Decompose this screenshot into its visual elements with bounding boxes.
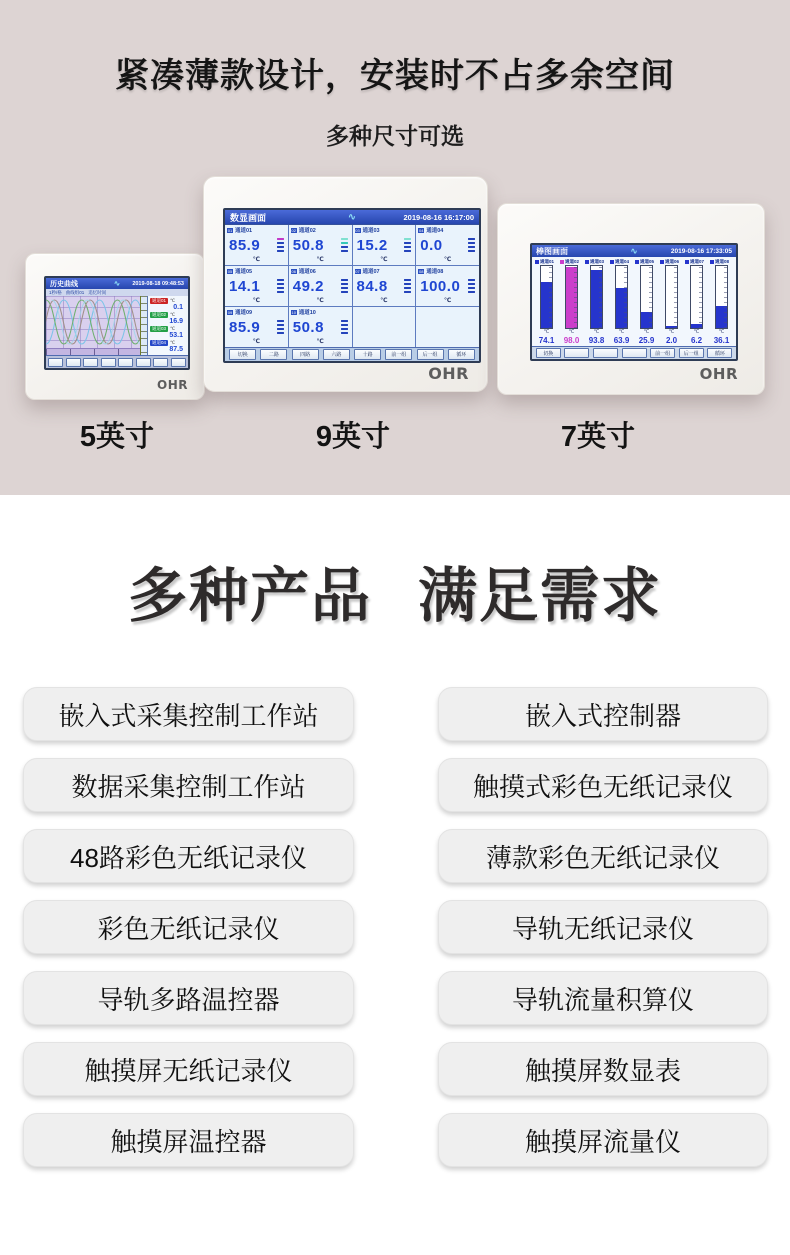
product-button[interactable]: 触摸屏无纸记录仪: [23, 1042, 354, 1096]
channel-number-badge: 05: [227, 268, 233, 274]
screen-button: 循环: [448, 349, 475, 360]
product-button[interactable]: 嵌入式控制器: [438, 687, 768, 741]
unit-label: ℃: [443, 257, 452, 263]
unit-label: ℃: [252, 257, 260, 263]
product-button[interactable]: 48路彩色无纸记录仪: [23, 829, 354, 883]
device-9-inch: [203, 176, 488, 392]
channel-number-badge: 07: [355, 268, 360, 274]
screen-button: 四路: [292, 349, 319, 360]
channel-name: 通道08: [426, 269, 444, 275]
level-dashes: [404, 279, 411, 294]
channel-cell: [225, 225, 288, 265]
channel-value: 50.8: [292, 236, 324, 254]
bar-fill: [591, 270, 602, 328]
screen-datetime: 2019-08-18 09:48:53: [132, 280, 184, 287]
screen-button: [101, 358, 116, 367]
channel-value: 93.8: [588, 336, 605, 345]
product-column-right: [438, 687, 768, 1167]
ohr-logo: OHR: [428, 364, 469, 383]
bar-track: [640, 265, 653, 329]
channel-name: 通道10: [298, 310, 316, 316]
channel-color-square: [660, 260, 664, 264]
screen-button: 前一组: [385, 349, 412, 360]
screen-button: [136, 358, 151, 367]
hero-subtitle: 多种尺寸可选: [326, 123, 464, 149]
channel-name: 通道04: [426, 228, 444, 234]
bar-fill: [641, 312, 652, 328]
channel-value: 98.0: [563, 336, 580, 345]
screen-button-bar: [532, 346, 736, 359]
screen-datetime: 2019-08-16 17:33:05: [670, 247, 732, 255]
bar-channel: [584, 258, 609, 346]
sine-curves-plot: [46, 296, 140, 348]
channel-name: 通道01: [540, 258, 555, 264]
catalog-title-right: 满足需求: [418, 563, 663, 629]
unit-label: ℃: [593, 329, 600, 335]
product-button[interactable]: 薄款彩色无纸记录仪: [438, 829, 768, 883]
channel-name: 通道02: [298, 228, 316, 234]
bar-fill: [616, 288, 627, 328]
unit-label: ℃: [668, 329, 675, 335]
channel-name: 通道08: [715, 258, 730, 264]
channel-cell: [289, 266, 352, 306]
channel-number-badge: 03: [355, 227, 360, 233]
unit-label: ℃: [316, 298, 324, 304]
device-5-inch: [25, 253, 205, 400]
screen-button: 循环: [707, 348, 732, 358]
screen-button: [564, 348, 589, 358]
level-dashes: [468, 279, 475, 294]
bar-track: [590, 265, 603, 329]
bar-channel: [534, 258, 559, 346]
channel-number-badge: 06: [291, 268, 296, 274]
channel-value: 85.9: [229, 236, 261, 254]
product-column-left: [23, 687, 354, 1167]
product-button[interactable]: 导轨无纸记录仪: [438, 900, 768, 954]
screen-button: [48, 358, 63, 367]
unit-label: ℃: [252, 339, 260, 345]
hero-title: 紧凑薄款设计，安装时不占多余空间: [115, 57, 675, 95]
screen-title: 棒图画面: [536, 246, 568, 256]
screen-button: [622, 348, 647, 358]
bar-track: [715, 265, 728, 329]
screen-7-inch-bar-graph: [530, 243, 738, 361]
scale-bar: [140, 296, 147, 355]
channel-number-badge: 01: [227, 227, 233, 233]
channel-name: 通道05: [235, 269, 253, 275]
empty-cell: [416, 307, 479, 347]
channel-name: 通道02: [565, 258, 580, 264]
product-button[interactable]: 触摸屏数显表: [438, 1042, 768, 1096]
channel-value: 15.2: [356, 236, 388, 254]
product-button[interactable]: 触摸式彩色无纸记录仪: [438, 758, 768, 812]
toolbar-recall-time: 追忆时间: [88, 289, 107, 295]
channel-color-square: [610, 260, 614, 264]
channel-tag: 通道02: [151, 312, 166, 317]
channel-readout: [150, 298, 186, 311]
channel-value: 0.1: [173, 304, 183, 311]
screen-button: [66, 358, 81, 367]
size-label-5-inch: 5英寸: [79, 421, 155, 453]
channel-cell: [416, 225, 479, 265]
channel-color-square: [585, 260, 589, 264]
channel-name: 通道07: [362, 269, 380, 275]
level-dashes: [277, 238, 284, 253]
unit-label: ℃: [693, 329, 700, 335]
channel-cell: [353, 266, 416, 306]
unit-label: ℃: [316, 339, 324, 345]
product-button[interactable]: 嵌入式采集控制工作站: [23, 687, 354, 741]
channel-value: 50.8: [292, 318, 324, 336]
channel-name: 通道03: [590, 258, 605, 264]
bar-fill: [541, 282, 552, 328]
bar-track: [690, 265, 703, 329]
bar-channel: [559, 258, 584, 346]
screen-button: 切换: [229, 349, 256, 360]
screen-button: 六路: [323, 349, 350, 360]
channel-value: 2.0: [665, 336, 678, 345]
screen-9-inch-digital-display: [223, 208, 481, 363]
bar-track: [665, 265, 678, 329]
catalog-title-left: 多种产品: [127, 563, 372, 629]
screen-header: [532, 245, 736, 257]
channel-number-badge: 08: [419, 268, 424, 274]
channel-value: 25.9: [638, 336, 655, 345]
screen-button: 前一组: [650, 348, 675, 358]
level-dashes: [404, 238, 411, 253]
channel-cell: [225, 307, 288, 347]
screen-title: 数显画面: [230, 212, 267, 223]
bar-track: [565, 265, 578, 329]
channel-name: 通道01: [235, 228, 253, 234]
screen-5-inch-history-curve: [44, 276, 190, 370]
bar-channel: [684, 258, 709, 346]
channel-number-badge: 10: [291, 309, 296, 315]
channel-name: 通道04: [615, 258, 630, 264]
screen-button: [153, 358, 168, 367]
screen-button: 后一组: [417, 349, 444, 360]
level-dashes: [341, 238, 348, 253]
channel-value: 6.2: [690, 336, 703, 345]
curve-toolbar: [46, 289, 188, 296]
screen-button-bar: [46, 355, 188, 368]
channel-cell: [289, 307, 352, 347]
screen-button: [83, 358, 98, 367]
channel-name: 通道06: [298, 269, 316, 275]
size-label-7-inch: 7英寸: [560, 421, 636, 453]
screen-header: [225, 210, 479, 224]
bar-fill: [666, 326, 677, 328]
screen-button-bar: [225, 347, 479, 361]
bar-channel: [709, 258, 734, 346]
level-dashes: [468, 238, 475, 253]
bar-channel: [609, 258, 634, 346]
bar-fill: [566, 267, 577, 328]
channel-name: 通道07: [690, 258, 705, 264]
toolbar-curve-group: 曲线组01: [65, 289, 85, 295]
level-dashes: [341, 279, 348, 294]
channel-cell: [289, 225, 352, 265]
channel-number-badge: 04: [419, 227, 424, 233]
channel-cell: [353, 225, 416, 265]
bar-channel: [659, 258, 684, 346]
level-dashes: [341, 320, 348, 335]
screen-header: [46, 278, 188, 289]
unit-label: ℃: [380, 298, 388, 304]
screen-button: [171, 358, 186, 367]
screen-button: 切换: [536, 348, 561, 358]
bar-channel: [634, 258, 659, 346]
product-button[interactable]: 导轨流量积算仪: [438, 971, 768, 1025]
channel-grid: [225, 224, 479, 347]
unit-label: ℃: [718, 329, 725, 335]
bar-fill: [716, 306, 727, 328]
channel-legend: [147, 296, 188, 355]
curve-plot-area: [46, 296, 140, 355]
unit-label: ℃: [170, 326, 176, 331]
bar-track: [615, 265, 628, 329]
channel-readout: [150, 326, 186, 339]
ohr-logo: OHR: [699, 365, 738, 383]
level-dashes: [277, 320, 284, 335]
channel-color-square: [685, 260, 689, 264]
channel-value: 0.0: [420, 236, 443, 254]
unit-label: ℃: [170, 340, 176, 345]
channel-value: 84.8: [356, 277, 388, 295]
channel-readout: [150, 312, 186, 325]
channel-value: 14.1: [229, 277, 261, 295]
channel-value: 63.9: [613, 336, 630, 345]
size-label-9-inch: 9英寸: [315, 421, 391, 453]
channel-color-square: [710, 260, 714, 264]
level-dashes: [277, 279, 284, 294]
channel-name: 通道09: [235, 310, 253, 316]
channel-name: 通道05: [640, 258, 655, 264]
screen-datetime: 2019-08-16 16:17:00: [403, 212, 474, 222]
channel-cell: [416, 266, 479, 306]
channel-tag: 通道03: [151, 326, 166, 331]
empty-cell: [353, 307, 416, 347]
channel-tag: 通道01: [151, 298, 166, 303]
unit-label: ℃: [568, 329, 575, 335]
unit-label: ℃: [316, 257, 324, 263]
channel-value: 53.1: [169, 332, 183, 339]
unit-label: ℃: [170, 298, 176, 303]
unit-label: ℃: [443, 298, 452, 304]
hero-section: [0, 0, 790, 495]
screen-button: [118, 358, 133, 367]
channel-value: 36.1: [713, 336, 730, 345]
screen-button: 十路: [354, 349, 381, 360]
channel-value: 16.9: [169, 318, 183, 325]
channel-number-badge: 09: [227, 309, 233, 315]
ohr-wave-icon: ∿: [630, 245, 638, 256]
ohr-wave-icon: ∿: [347, 211, 357, 223]
channel-name: 通道03: [362, 228, 380, 234]
channel-readout: [150, 340, 186, 353]
unit-label: ℃: [170, 312, 176, 317]
bar-track: [540, 265, 553, 329]
time-axis-strip: [46, 348, 140, 355]
channel-value: 49.2: [292, 277, 324, 295]
device-7-inch: [497, 203, 765, 395]
ohr-logo: OHR: [157, 378, 188, 392]
channel-value: 85.9: [229, 318, 261, 336]
channel-tag: 通道04: [151, 340, 166, 345]
screen-button: 二路: [260, 349, 287, 360]
bar-graph-area: [532, 257, 736, 346]
curve-main: [46, 296, 188, 355]
unit-label: ℃: [643, 329, 650, 335]
unit-label: ℃: [618, 329, 625, 335]
channel-color-square: [535, 260, 539, 264]
toolbar-interval: 1秒/格: [49, 289, 62, 295]
screen-button: 后一组: [679, 348, 704, 358]
product-button[interactable]: 触摸屏流量仪: [438, 1113, 768, 1167]
channel-number-badge: 02: [291, 227, 296, 233]
channel-color-square: [635, 260, 639, 264]
channel-name: 通道06: [665, 258, 680, 264]
channel-cell: [225, 266, 288, 306]
catalog-title: [0, 548, 790, 633]
screen-button: [593, 348, 618, 358]
product-button[interactable]: 数据采集控制工作站: [23, 758, 354, 812]
channel-value: 87.5: [169, 346, 183, 353]
product-button[interactable]: 导轨多路温控器: [23, 971, 354, 1025]
product-button[interactable]: 彩色无纸记录仪: [23, 900, 354, 954]
unit-label: ℃: [252, 298, 260, 304]
bar-fill: [691, 324, 702, 328]
unit-label: ℃: [380, 257, 388, 263]
ohr-wave-icon: ∿: [113, 279, 121, 288]
product-button[interactable]: 触摸屏温控器: [23, 1113, 354, 1167]
channel-value: 74.1: [538, 336, 555, 345]
screen-title: 历史曲线: [50, 280, 78, 288]
channel-value: 100.0: [420, 277, 461, 295]
unit-label: ℃: [543, 329, 550, 335]
channel-color-square: [560, 260, 564, 264]
